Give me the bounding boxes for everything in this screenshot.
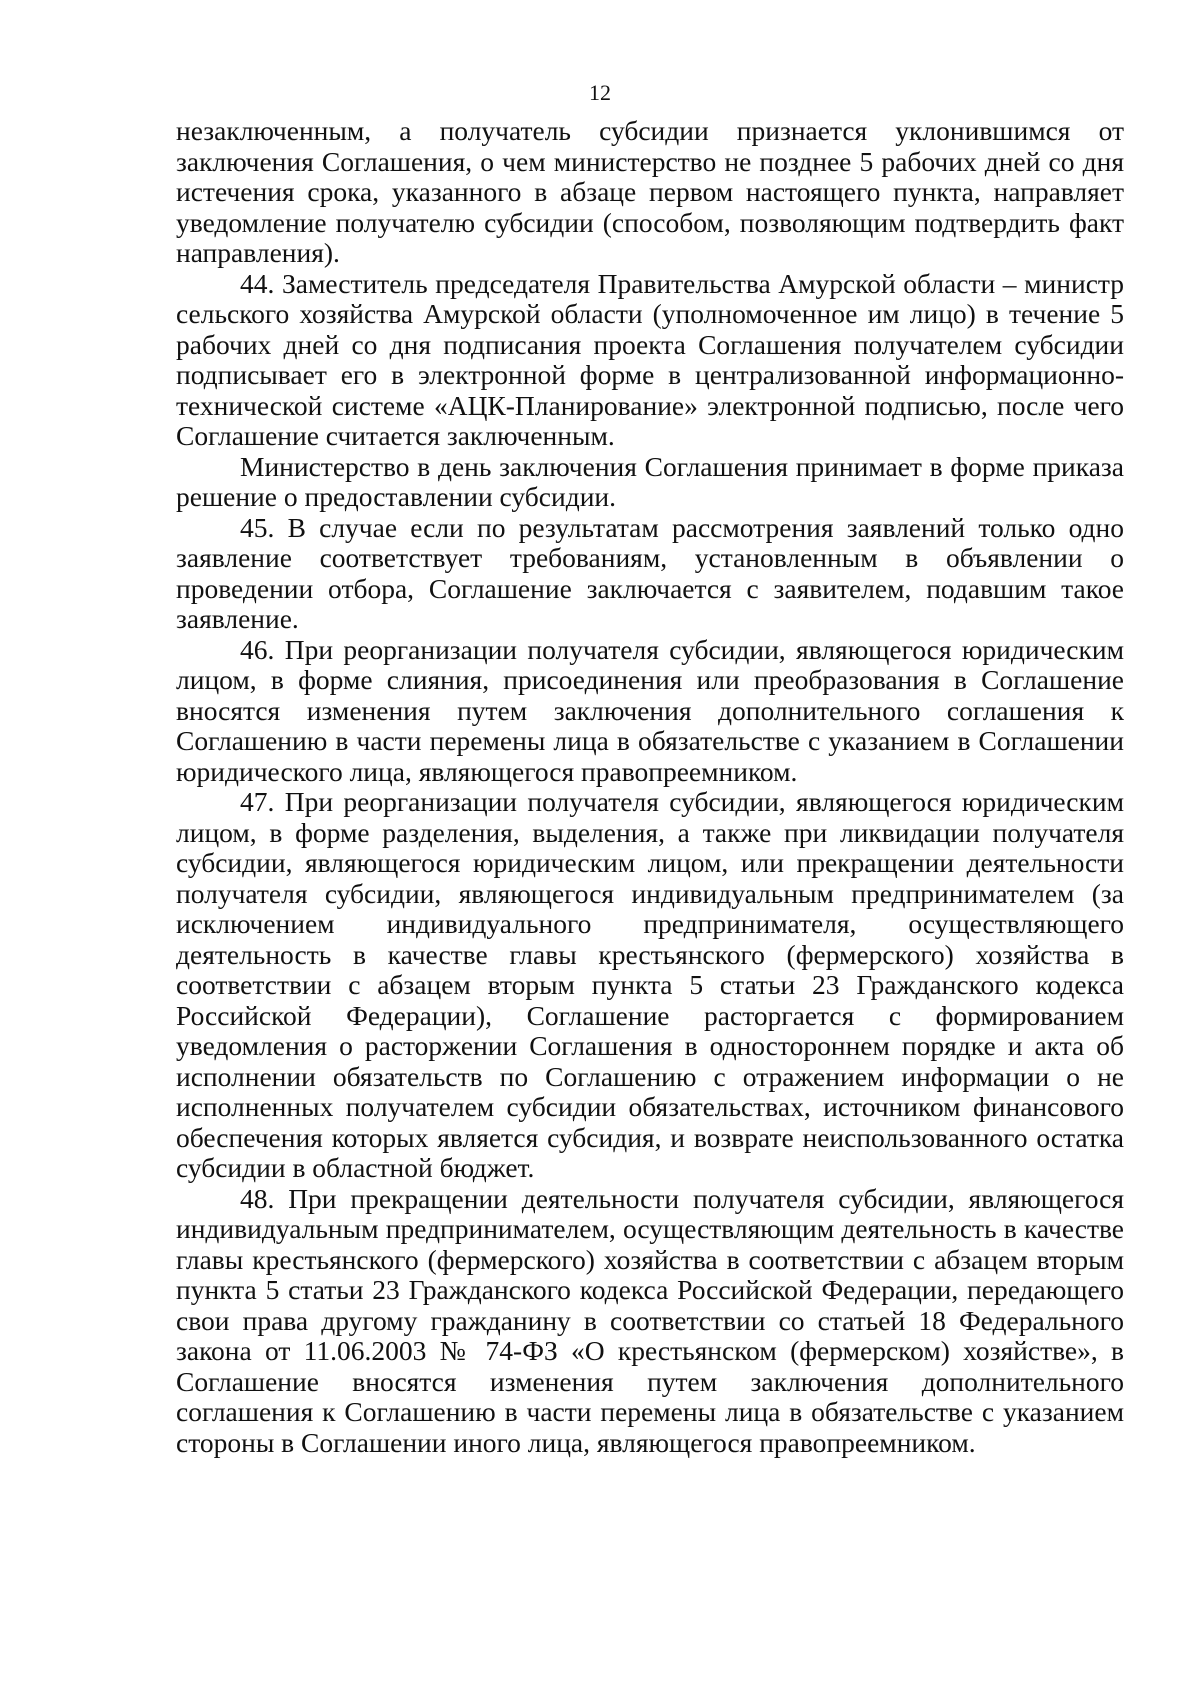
paragraph-47: 47. При реорганизации получателя субсидии, являющегося юридическим лицом, в форме разделения, выделения, а также при ликвидации получателя субсидии, являющегося юридическим лицом, или прекращении деятельности получателя субсидии, являющегося индивидуальным предпринимателем (за исключением индивидуального предпринимателя, осуществляющего деятельность в качестве главы крестьянского (фермерского) хозяйства в соответствии с абзацем вторым пункта 5 статьи 23 Гражданского кодекса Российской Федерации), Соглашение расторгается с формированием уведомления о расторжении Соглашения в одностороннем порядке и акта об исполнении обязательств по Соглашению с отражением информации о не исполненных получателем субсидии обязательствах, источником финансового обеспечения которых является субсидия, и возврате неиспользованного остатка субсидии в областной бюджет.	[176, 786, 1124, 1183]
paragraph-48: 48. При прекращении деятельности получателя субсидии, являющегося индивидуальным предпринимателем, осуществляющим деятельность в качестве главы крестьянского (фермерского) хозяйства в соответствии с абзацем вторым пункта 5 статьи 23 Гражданского кодекса Российской Федерации, передающего свои права другому гражданину в соответствии со статьей 18 Федерального закона от 11.06.2003 № 74-ФЗ «О крестьянском (фермерском) хозяйстве», в Соглашение вносятся изменения путем заключения дополнительного соглашения к Соглашению в части перемены лица в обязательстве с указанием стороны в Соглашении иного лица, являющегося правопреемником.	[176, 1182, 1124, 1458]
page-number: 12	[589, 80, 611, 105]
paragraph-continuation: незаключенным, а получатель субсидии признается уклонившимся от заключения Соглашения, о чем министерство не позднее 5 рабочих дней со дня истечения срока, указанного в абзаце первом настоящего пункта, направляет уведомление получателю субсидии (способом, позволяющим подтвердить факт направления).	[176, 115, 1124, 268]
document-body	[176, 116, 1124, 1458]
paragraph-45: 45. В случае если по результатам рассмотрения заявлений только одно заявление соответствует требованиям, установленным в объявлении о проведении отбора, Соглашение заключается с заявителем, подавшим такое заявление.	[176, 511, 1124, 634]
paragraph-44-decision: Министерство в день заключения Соглашения принимает в форме приказа решение о предоставлении субсидии.	[176, 450, 1124, 512]
paragraph-44: 44. Заместитель председателя Правительства Амурской области – министр сельского хозяйства Амурской области (уполномоченное им лицо) в течение 5 рабочих дней со дня подписания проекта Соглашения получателем субсидии подписывает его в электронной форме в централизованной информационно-технической системе «АЦК-Планирование» электронной подписью, после чего Соглашение считается заключенным.	[176, 267, 1124, 451]
paragraph-46: 46. При реорганизации получателя субсидии, являющегося юридическим лицом, в форме слияния, присоединения или преобразования в Соглашение вносятся изменения путем заключения дополнительного соглашения к Соглашению в части перемены лица в обязательстве с указанием в Соглашении юридического лица, являющегося правопреемником.	[176, 633, 1124, 787]
